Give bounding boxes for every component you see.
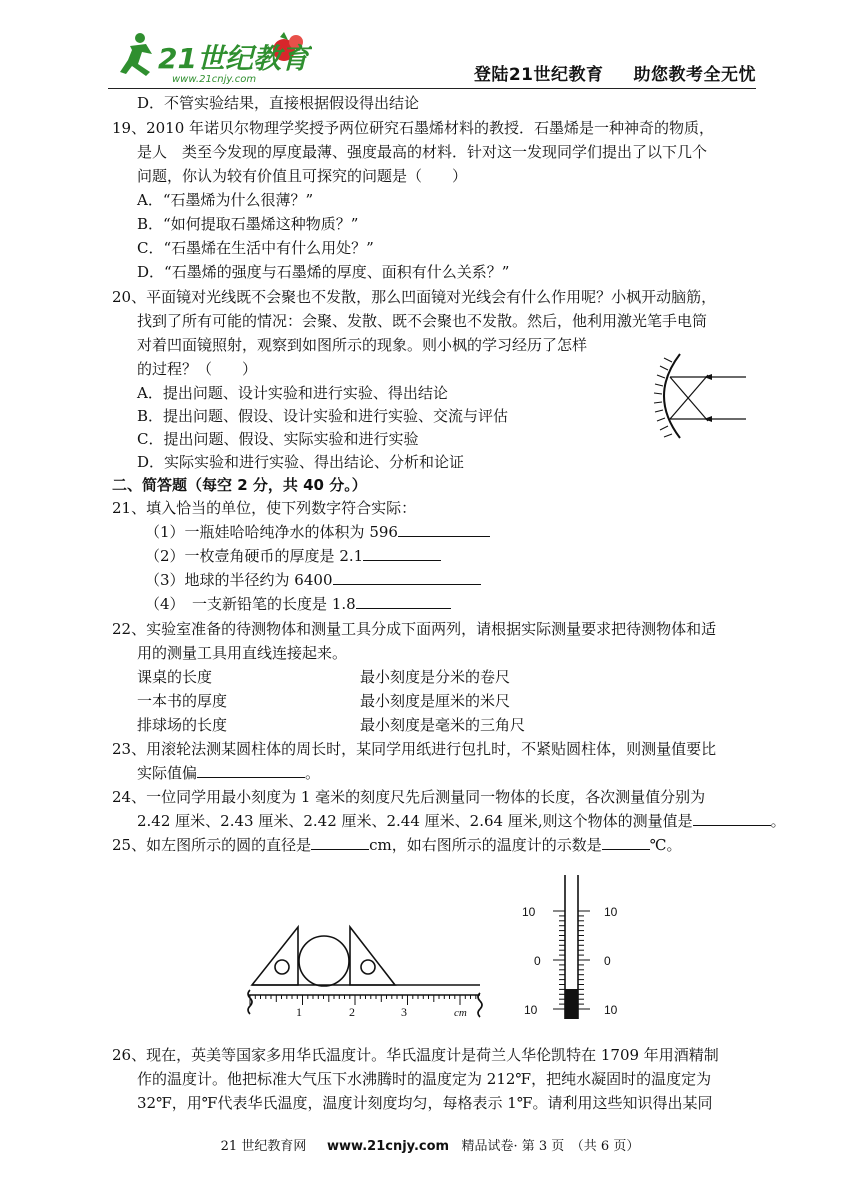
question-26-line-3: 32℉，用℉代表华氏温度，温度计刻度均匀，每格表示 1℉。请利用这些知识得出某同	[137, 1094, 713, 1112]
q21-item-2-text: （2）一枚壹角硬币的厚度是 2.1	[145, 547, 364, 565]
question-20-option-b: B．提出问题、假设、设计实验和进行实验、交流与评估	[137, 407, 509, 425]
question-19-option-a: A．“石墨烯为什么很薄？”	[137, 191, 314, 209]
matching-object-2: 一本书的厚度	[137, 692, 228, 710]
footer-page: · 第 3 页 （共 6 页）	[513, 1139, 640, 1154]
option-text: D．不管实验结果，直接根据假设得出结论	[137, 94, 420, 112]
matching-tool-1: 最小刻度是分米的卷尺	[360, 668, 511, 686]
header-slogan	[474, 60, 756, 85]
ruler-tick-label: 1	[296, 1005, 302, 1019]
q24-text: 2.42 厘米、2.43 厘米、2.42 厘米、2.44 厘米、2.64 厘米,则这个物体的测量值是	[137, 812, 693, 830]
thermometer-liquid-column	[565, 989, 578, 1019]
ruler-circle-diagram	[240, 885, 490, 1030]
page-footer	[0, 1135, 860, 1154]
q21-item-4-text: （4） 一支新铅笔的长度是 1.8	[145, 595, 356, 613]
question-26-line-2: 作的温度计。他把标准大气压下水沸腾时的温度定为 212℉，把纯水凝固时的温度定为	[137, 1070, 712, 1088]
question-20-line-4: 的过程？（ ）	[137, 360, 258, 378]
question-26-line-1: 26、现在，英美等国家多用华氏温度计。华氏温度计是荷兰人华伦凯特在 1709 年用酒精制	[112, 1046, 719, 1064]
header-rule	[108, 88, 756, 89]
question-21-item-1	[145, 521, 490, 543]
question-20-option-a: A．提出问题、设计实验和进行实验、得出结论	[137, 384, 448, 402]
answer-blank[interactable]	[311, 834, 369, 850]
question-22-line-2: 用的测量工具用直线连接起来。	[137, 644, 348, 662]
ruler-tick-label: 3	[401, 1005, 407, 1019]
question-20-line-1: 20、平面镜对光线既不会聚也不发散，那么凹面镜对光线会有什么作用呢？小枫开动脑筋，	[112, 288, 717, 306]
section-2-title: 二、简答题（每空 2 分，共 40 分。）	[112, 476, 367, 494]
question-23-line-1: 23、用滚轮法测某圆柱体的周长时，某同学用纸进行包扎时，不紧贴圆柱体，则测量值要比	[112, 740, 717, 758]
question-24-line-2	[137, 810, 786, 832]
site-logo	[112, 28, 312, 86]
question-21-item-3	[145, 569, 481, 591]
ruler-tick-label: 2	[349, 1005, 355, 1019]
ruler-unit-label: cm	[454, 1007, 467, 1019]
answer-blank[interactable]	[363, 545, 441, 561]
question-19-option-c: C．“石墨烯在生活中有什么用处？”	[137, 239, 374, 257]
question-20-option-c: C．提出问题、假设、实际实验和进行实验	[137, 430, 419, 448]
q25-text-a: 25、如左图所示的圆的直径是	[112, 836, 312, 854]
thermo-label: 10	[604, 905, 618, 919]
question-24-line-1: 24、一位同学用最小刻度为 1 毫米的刻度尺先后测量同一物体的长度，各次测量值分别为	[112, 788, 706, 806]
q25-text-b: cm，如右图所示的温度计的示数是	[369, 836, 602, 854]
thermo-label: 10	[524, 1003, 538, 1017]
question-19-line-1: 19、2010 年诺贝尔物理学奖授予两位研究石墨烯材料的教授．石墨烯是一种神奇的物质，	[112, 119, 715, 137]
q24-end: 。	[770, 812, 786, 830]
question-19-line-3: 问题，你认为较有价值且可探究的问题是（ ）	[137, 167, 468, 185]
question-20-option-d: D．实际实验和进行实验、得出结论、分析和论证	[137, 453, 465, 471]
concave-mirror-diagram	[650, 348, 750, 444]
slogan-left: 登陆21世纪教育	[473, 65, 604, 85]
q23-text: 实际值偏	[137, 764, 198, 782]
thermo-label: 0	[604, 954, 611, 968]
matching-tool-2: 最小刻度是厘米的米尺	[360, 692, 511, 710]
question-19-line-2: 是人 类至今发现的厚度最薄、强度最高的材料．针对这一发现同学们提出了以下几个	[137, 143, 708, 161]
answer-blank[interactable]	[197, 762, 305, 778]
answer-blank[interactable]	[333, 569, 481, 585]
matching-tool-3: 最小刻度是毫米的三角尺	[360, 716, 526, 734]
question-19-option-d: D．“石墨烯的强度与石墨烯的厚度、面积有什么关系？”	[137, 263, 510, 281]
question-22-line-1: 22、实验室准备的待测物体和测量工具分成下面两列，请根据实际测量要求把待测物体和适	[112, 620, 717, 638]
answer-blank[interactable]	[398, 521, 490, 537]
thermo-label: 10	[522, 905, 536, 919]
q21-item-3-text: （3）地球的半径约为 6400	[145, 571, 333, 589]
footer-url: www.21cnjy.com	[327, 1139, 450, 1154]
thermo-label: 0	[534, 954, 541, 968]
footer-site: 21 世纪教育网	[220, 1139, 307, 1154]
question-20-line-3: 对着凹面镜照射，观察到如图所示的现象。则小枫的学习经历了怎样	[137, 336, 588, 354]
matching-object-3: 排球场的长度	[137, 716, 228, 734]
answer-blank[interactable]	[602, 834, 650, 850]
question-21-item-2	[145, 545, 441, 567]
answer-blank[interactable]	[356, 593, 451, 609]
q21-item-1-text: （1）一瓶娃哈哈纯净水的体积为 596	[145, 523, 398, 541]
question-23-line-2	[137, 762, 320, 784]
answer-blank[interactable]	[693, 810, 771, 826]
question-19-option-b: B．“如何提取石墨烯这种物质？”	[137, 215, 359, 233]
question-21-stem: 21、填入恰当的单位，使下列数字符合实际：	[112, 499, 417, 517]
logo-url: www.21cnjy.com	[172, 74, 257, 85]
question-21-item-4	[145, 593, 451, 615]
question-25-line	[112, 834, 682, 856]
thermo-label: 10	[604, 1003, 618, 1017]
q23-end: 。	[305, 764, 321, 782]
footer-label: 精品试卷	[461, 1139, 514, 1154]
thermometer-diagram	[520, 873, 640, 1033]
slogan-right: 助您教考全无忧	[633, 65, 756, 85]
matching-object-1: 课桌的长度	[137, 668, 213, 686]
question-20-line-2: 找到了所有可能的情况：会聚、发散、既不会聚也不发散。然后，他利用激光笔手电筒	[137, 312, 708, 330]
q25-text-c: ℃。	[649, 836, 682, 854]
logo-text: 21世纪教育	[158, 42, 309, 75]
